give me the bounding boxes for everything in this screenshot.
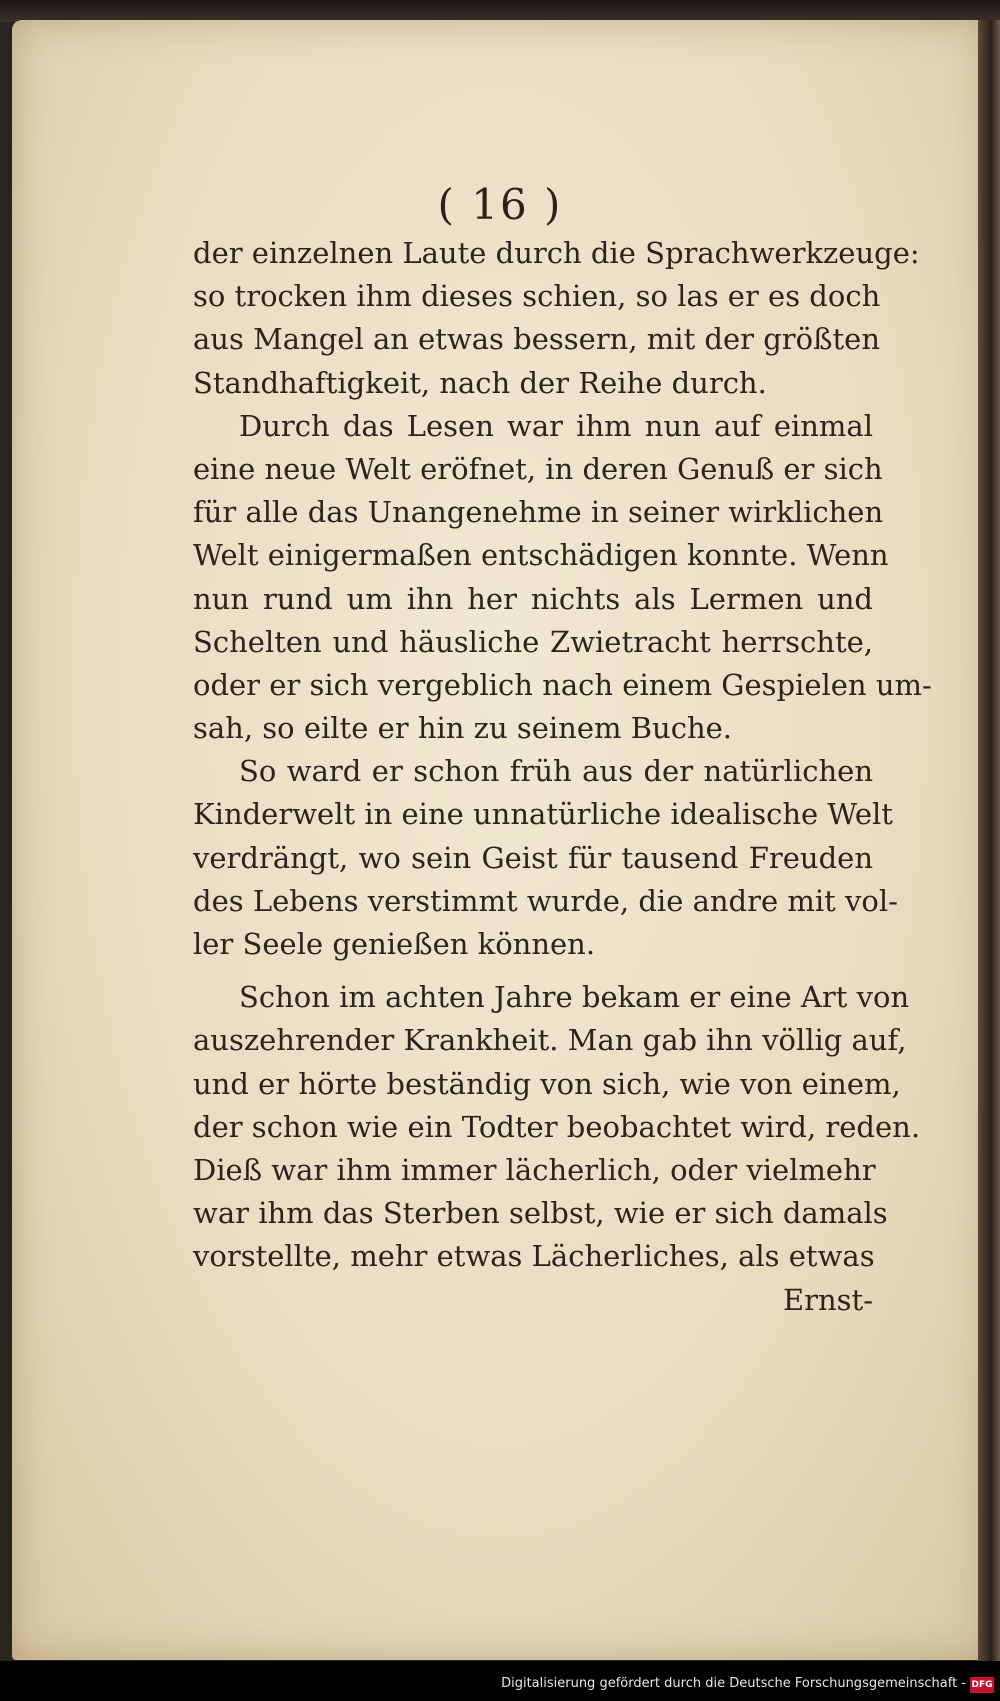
text-line: auszehrender Krankheit. Man gab ihn völlig auf,: [193, 1023, 907, 1058]
text-line: oder er sich vergeblich nach einem Gespielen um-: [193, 667, 932, 702]
footer-bar: [0, 1661, 1000, 1701]
text-line: nun rund um ihn her nichts als Lermen und: [193, 581, 873, 616]
paragraph-gap: [193, 966, 873, 976]
text-line: Kinderwelt in eine unnatürliche idealische Welt: [193, 797, 893, 832]
text-line: Schon im achten Jahre bekam er eine Art von: [239, 980, 910, 1015]
text-line: Dieß war ihm immer lächerlich, oder vielmehr: [193, 1152, 876, 1187]
text-line: Welt einigermaßen entschädigen konnte. Wenn: [193, 538, 889, 573]
text-line: vorstellte, mehr etwas Lächerliches, als etwas: [193, 1239, 875, 1274]
text-line: war ihm das Sterben selbst, wie er sich damals: [193, 1196, 888, 1231]
text-line: ler Seele genießen können.: [193, 927, 596, 961]
footer-credit: Digitalisierung gefördert durch die Deutsche Forschungsgemeinschaft -: [501, 1676, 966, 1691]
book-spine-top: [0, 0, 1000, 22]
text-line: Ernst-: [782, 1282, 873, 1317]
text-line: so trocken ihm dieses schien, so las er es doch: [193, 279, 881, 314]
page-text: [193, 232, 932, 1322]
text-line: Durch das Lesen war ihm nun auf einmal: [239, 408, 873, 443]
text-line: verdrängt, wo sein Geist für tausend Freuden: [193, 840, 873, 875]
text-line: aus Mangel an etwas bessern, mit der größten: [193, 322, 880, 357]
text-line: So ward er schon früh aus der natürlichen: [239, 754, 873, 789]
text-line: Standhaftigkeit, nach der Reihe durch.: [193, 365, 767, 400]
page-edge: [978, 20, 1000, 1680]
dfg-logo-icon: DFG: [970, 1677, 994, 1693]
text-line: eine neue Welt eröfnet, in deren Genuß er sich: [193, 451, 883, 486]
text-line: der einzelnen Laute durch die Sprachwerkzeuge:: [193, 236, 920, 270]
text-line: der schon wie ein Todter beobachtet wird, reden.: [193, 1109, 921, 1144]
text-line: Schelten und häusliche Zwietracht herrschte,: [193, 624, 873, 659]
text-line: für alle das Unangenehme in seiner wirklichen: [193, 495, 884, 530]
text-line: und er hörte beständig von sich, wie von einem,: [193, 1066, 901, 1101]
text-line: sah, so eilte er hin zu seinem Buche.: [193, 711, 733, 746]
text-line: des Lebens verstimmt wurde, die andre mit vol-: [193, 883, 898, 918]
page-number: ( 16 ): [437, 180, 563, 229]
